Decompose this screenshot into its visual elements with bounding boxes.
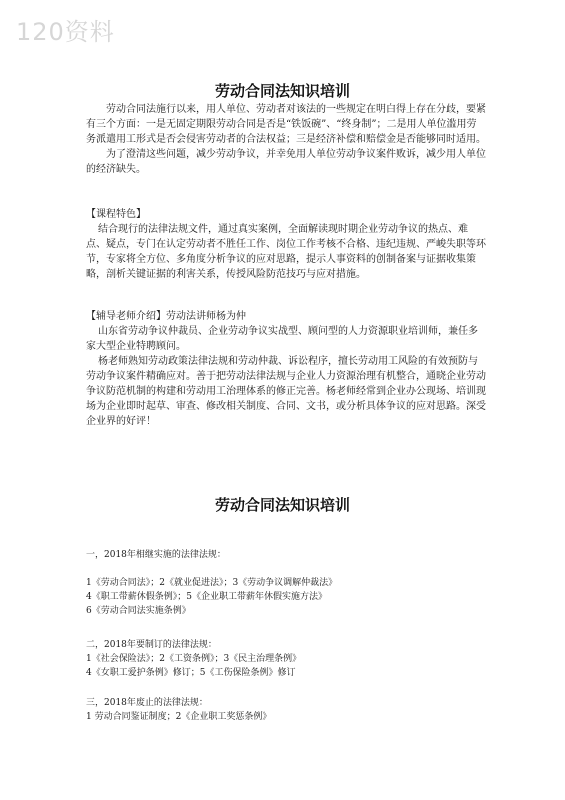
law-section-heading: 三，2018年废止的法律法规： [86,698,208,708]
law-item: 4《女职工爱护条例》修订；5《工伤保险条例》修订 [86,668,296,678]
course-heading: 【课程特色】 [86,209,146,220]
law-item: 6《劳动合同法实施条例》 [86,606,191,616]
law-item: 1《劳动合同法》；2《就业促进法》；3《劳动争议调解仲裁法》 [86,578,338,588]
teacher-paragraph: 杨老师熟知劳动政策法律法规和劳动仲裁、诉讼程序，擅长劳动用工风险的有效预防与劳动争议案件精确应对。善于把劳动法律法规与企业人力资源治理有机整合，通晓企业劳动争议防范机制的构建和劳动用工治理体系的修正完善。杨老师经常到企业办公现场、培训现场为企业即时起草、审查、修改相关制度、合同、文书，或分析具体争议的应对思路。深受企业界的好评！ [86,356,486,427]
intro-paragraph: 劳动合同法施行以来，用人单位、劳动者对该法的一些规定在明白得上存在分歧，要紧有三个方面：一是无固定期限劳动合同是否是“铁饭碗”、“终身制”；二是用人单位滥用劳务派遣用工形式是否会侵害劳动者的合法权益；三是经济补偿和赔偿金是否能够同时适用。 [86,104,486,145]
teacher-section [86,309,486,429]
law-section-heading: 一，2018年相继实施的法律法规： [86,550,226,560]
law-section-1 [86,548,506,618]
teacher-paragraph: 山东省劳动争议仲裁员、企业劳动争议实战型、顾问型的人力资源职业培训师，兼任多家大型企业特聘顾问。 [86,326,478,352]
law-section-heading: 二，2018年要制订的法律法规： [86,640,217,650]
intro-paragraph: 为了澄清这些问题，减少劳动争议，并幸免用人单位劳动争议案件败诉，减少用人单位的经济缺失。 [86,149,486,175]
law-item: 1《社会保险法》；2《工资条例》；3《民主治理条例》 [86,654,302,664]
intro-section [86,102,486,177]
teacher-heading: 【辅导老师介绍】劳动法讲师杨为仲 [86,311,246,322]
law-item: 1 劳动合同鉴证制度；2《企业职工奖惩条例》 [86,712,272,722]
course-section [86,207,486,282]
law-section-2 [86,638,506,680]
course-paragraph: 结合现行的法律法规文件，通过真实案例，全面解读现时期企业劳动争议的热点、难点、疑点，专门在认定劳动者不胜任工作、岗位工作考核不合格、违纪违规、严峻失职等环节，专家将全方位、多角度分析争议的应对思路，提示人事资料的创制备案与证据收集策略，剖析关键证据的利害关系，传授风险防范技巧与应对措施。 [86,224,486,280]
document-title: 劳动合同法知识培训 [214,82,350,100]
watermark: 120资料 [16,18,115,46]
section-title: 劳动合同法知识培训 [214,496,350,514]
law-section-3 [86,696,506,724]
law-item: 4《职工带薪休假条例》；5《企业职工带薪年休假实施方法》 [86,592,327,602]
